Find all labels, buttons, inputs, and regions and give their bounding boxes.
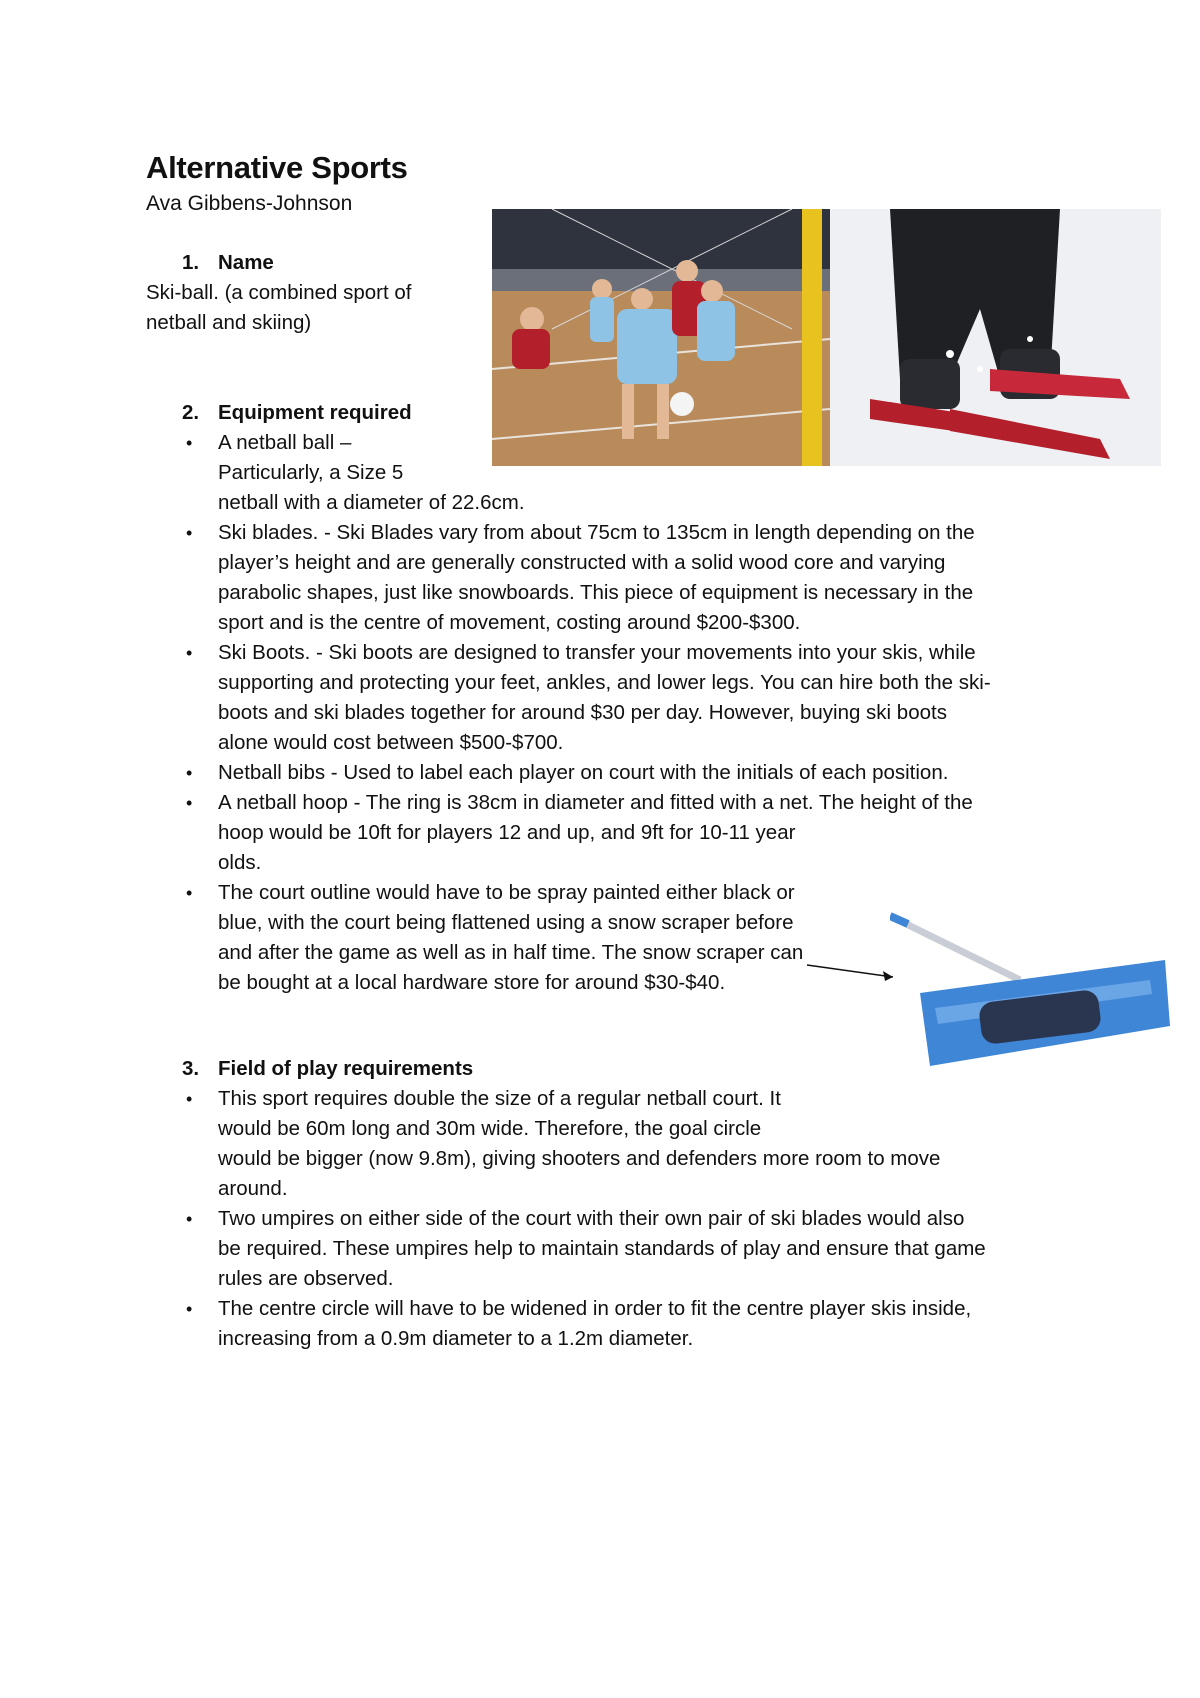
bullet-icon: • xyxy=(186,1299,193,1319)
list-item-text-line: boots and ski blades together for around $30 per day. However, buying ski boots xyxy=(218,701,947,724)
list-item-text-line: around. xyxy=(218,1177,288,1200)
snow-scraper-image xyxy=(890,898,1170,1078)
list-item-text-line: rules are observed. xyxy=(218,1267,394,1290)
list-item xyxy=(182,1084,986,1204)
list-item xyxy=(182,788,991,878)
list-item-text-line: supporting and protecting your feet, ankles, and lower legs. You can hire both the ski- xyxy=(218,671,991,694)
list-item-text-line: olds. xyxy=(218,851,262,874)
section-1-body xyxy=(146,278,411,338)
section-2-title: Equipment required xyxy=(218,401,412,424)
list-item-text-line: be required. These umpires help to maintain standards of play and ensure that game xyxy=(218,1237,986,1260)
bullet-icon: • xyxy=(186,793,193,813)
list-item-text-line: Netball bibs - Used to label each player on court with the initials of each position. xyxy=(218,761,949,784)
list-item-text-line: The centre circle will have to be widened in order to fit the centre player skis inside, xyxy=(218,1297,972,1320)
section-2-heading xyxy=(182,398,412,428)
list-item-text-line: Ski blades. - Ski Blades vary from about 75cm to 135cm in length depending on the xyxy=(218,521,975,544)
list-item-text-line: player’s height and are generally constructed with a solid wood core and varying xyxy=(218,551,946,574)
list-item-text-line: Ski Boots. - Ski boots are designed to transfer your movements into your skis, while xyxy=(218,641,976,664)
list-item xyxy=(182,638,991,758)
bullet-icon: • xyxy=(186,1089,193,1109)
list-item-text-line: A netball hoop - The ring is 38cm in diameter and fitted with a net. The height of the xyxy=(218,791,973,814)
bullet-icon: • xyxy=(186,523,193,543)
field-requirements-list xyxy=(182,1084,986,1354)
section-1-title: Name xyxy=(218,251,274,274)
list-item-text-line: increasing from a 0.9m diameter to a 1.2m diameter. xyxy=(218,1327,694,1350)
netball-photo xyxy=(492,209,830,466)
list-item-text-line: Particularly, a Size 5 xyxy=(218,461,404,484)
list-item-text-line: sport and is the centre of movement, costing around $200-$300. xyxy=(218,611,801,634)
section-3-number: 3. xyxy=(182,1057,200,1080)
bullet-icon: • xyxy=(186,1209,193,1229)
section-1-body-line: netball and skiing) xyxy=(146,311,312,334)
list-item xyxy=(182,518,991,638)
section-1-body-line: Ski-ball. (a combined sport of xyxy=(146,281,412,304)
list-item xyxy=(182,1204,986,1294)
list-item-text-line: would be bigger (now 9.8m), giving shooters and defenders more room to move xyxy=(218,1147,941,1170)
ski-boots-photo xyxy=(830,209,1161,466)
bullet-icon: • xyxy=(186,883,193,903)
equipment-list xyxy=(182,428,991,998)
list-item-text-line: and after the game as well as in half time. The snow scraper can xyxy=(218,941,804,964)
list-item-text-line: alone would cost between $500-$700. xyxy=(218,731,564,754)
list-item-text-line: Two umpires on either side of the court with their own pair of ski blades would also xyxy=(218,1207,965,1230)
list-item-text-line: blue, with the court being flattened using a snow scraper before xyxy=(218,911,794,934)
list-item-text-line: be bought at a local hardware store for around $30-$40. xyxy=(218,971,726,994)
list-item-text-line: parabolic shapes, just like snowboards. This piece of equipment is necessary in the xyxy=(218,581,974,604)
list-item-text-line: A netball ball – xyxy=(218,431,352,454)
bullet-icon: • xyxy=(186,763,193,783)
document-title: Alternative Sports xyxy=(146,150,408,185)
list-item xyxy=(182,758,991,788)
list-item-text-line: This sport requires double the size of a regular netball court. It xyxy=(218,1087,781,1110)
author-name: Ava Gibbens-Johnson xyxy=(146,192,353,215)
list-item-text-line: hoop would be 10ft for players 12 and up, and 9ft for 10-11 year xyxy=(218,821,796,844)
list-item xyxy=(182,1294,986,1354)
section-2-number: 2. xyxy=(182,401,200,424)
section-3-heading xyxy=(182,1054,473,1084)
section-3-title: Field of play requirements xyxy=(218,1057,474,1080)
section-1-heading xyxy=(182,248,274,278)
bullet-icon: • xyxy=(186,433,193,453)
bullet-icon: • xyxy=(186,643,193,663)
list-item-text-line: would be 60m long and 30m wide. Therefore, the goal circle xyxy=(218,1117,762,1140)
list-item-text-line: The court outline would have to be spray painted either black or xyxy=(218,881,795,904)
section-1-number: 1. xyxy=(182,251,200,274)
list-item-text-line: netball with a diameter of 22.6cm. xyxy=(218,491,525,514)
